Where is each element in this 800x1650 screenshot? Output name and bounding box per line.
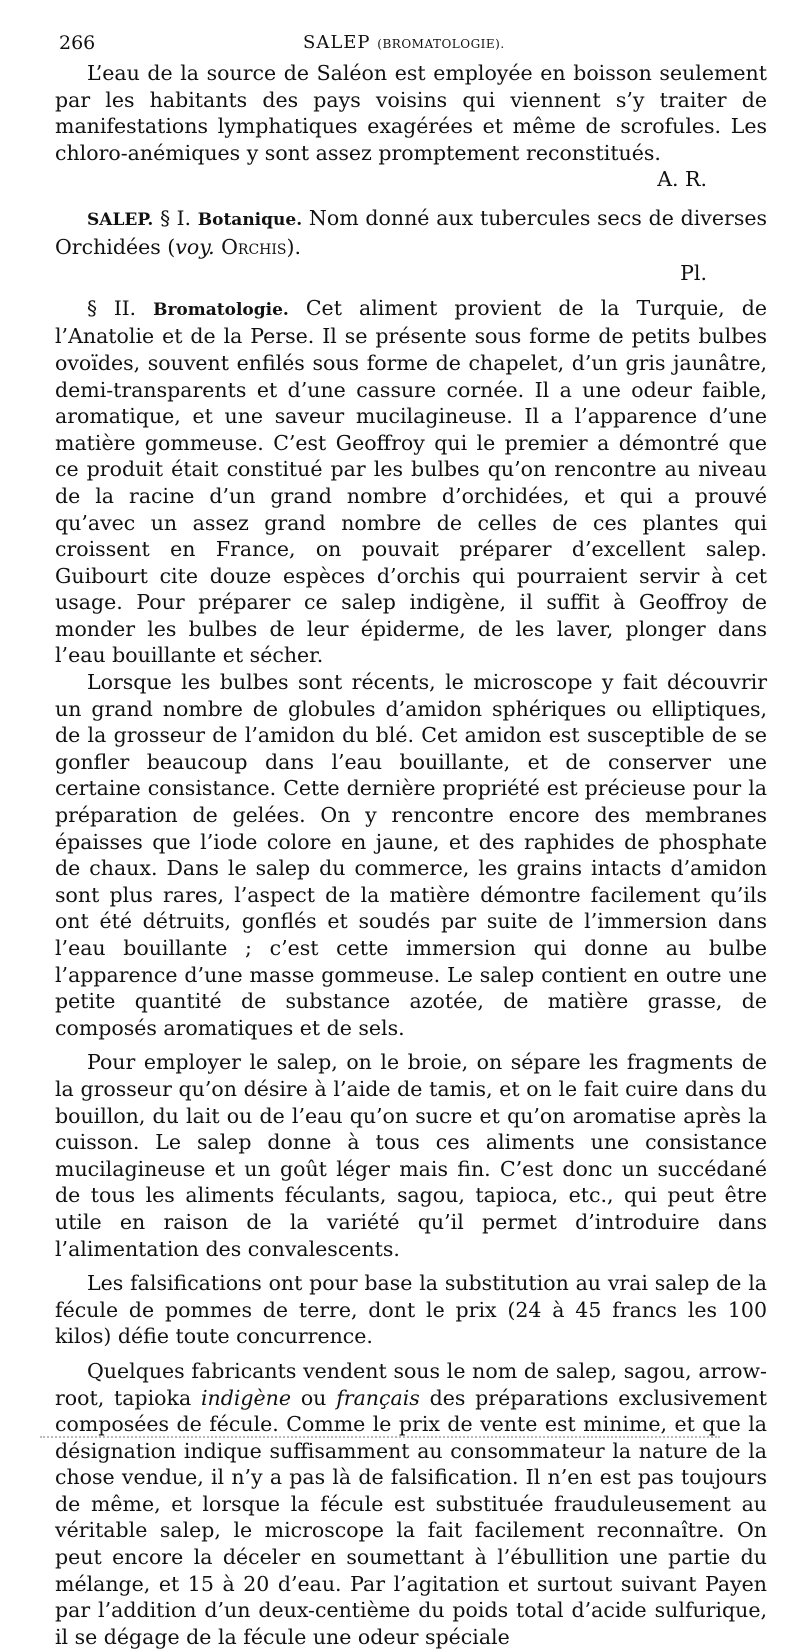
entry-section-1 — [55, 205, 767, 260]
fabricants-ou: ou — [291, 1385, 337, 1410]
page-bottom-rule — [40, 1436, 720, 1440]
entry-section-2 — [55, 295, 767, 669]
spacer — [55, 1262, 767, 1270]
document-page — [55, 26, 767, 1650]
section-1-mark: § I. — [160, 205, 191, 230]
section-1-text-b: ). — [286, 234, 302, 259]
entry-term: SALEP. — [87, 209, 154, 230]
paragraph-microscope: Lorsque les bulbes sont récents, le microscope y fait découvrir un grand nombre de globules d’amidon sphériques ou elliptiques, de la grosseur de l’amidon du blé. Cet amidon est susceptible de se gonfler beaucoup dans l’eau bouillante, et de conserver une certaine consistance. Cette dernière propriété est précieuse pour la préparation de gelées. On y rencontre encore des membranes épaisses que l’iode colore en jaune, et des raphides de phosphate de chaux. Dans le salep du commerce, les grains intacts d’amidon sont plus rares, l’aspect de la matière démontre facilement qu’ils ont été détruits, gonflés et soudés par suite de l’immersion dans l’eau bouillante ; c’est cette immersion qui donne au bulbe l’apparence d’une masse gommeuse. Le salep contient en outre une petite quantité de substance azotée, de matière grasse, de composés aromatiques et de sels. — [55, 670, 767, 1040]
fabricants-francais: français — [336, 1385, 420, 1410]
fabricants-text-b: des préparations exclusivement composées de fécule. Comme le prix de vente est minime, et que la désignation indique suffisamment au consommateur la nature de la chose vendue, il n’y a pas là de falsification. Il n’en est pas toujours de même, et lorsque la fécule est substituée frauduleusement au véritable salep, le microscope la fait facilement reconnaître. On peut encore la déceler en soumettant à l’ébullition une partie du mélange, et 15 à 20 d’eau. Par l’agitation et surtout suivant Payen par l’addition d’un deux-centième du poids total d’acide sulfurique, il se dégage de la fécule une odeur spéciale — [55, 1385, 767, 1649]
section-2-text: Cet aliment provient de la Turquie, de l’Anatolie et de la Perse. Il se présente sous forme de petits bulbes ovoïdes, souvent enfilés sous forme de chapelet, d’un gris jaunâtre, demi-transparents et d’une cassure cornée. Il a une odeur faible, aromatique, et une saveur mucilagineuse. Il a l’apparence d’une matière gommeuse. C’est Geoffroy qui le premier a démontré que ce produit était constitué par les bulbes qu’on rencontre au niveau de la racine d’un grand nombre d’orchidées, et qui a prouvé qu’avec un assez grand nombre de celles de ces plantes qui croissent en France, on pouvait préparer d’excellent salep. Guibourt cite douze espèces d’orchis qui pourraient servir à cet usage. Pour préparer ce salep indigène, il suffit à Geoffroy de monder les bulbes de leur épiderme, de les laver, plonger dans l’eau bouillante et sécher. — [55, 295, 767, 668]
spacer — [55, 193, 767, 205]
paragraph-fabricants — [55, 1358, 767, 1650]
section-1-heading: Botanique. — [197, 209, 303, 230]
spacer — [55, 1041, 767, 1049]
running-title-sub: (BROMATOLOGIE). — [377, 37, 505, 51]
section-1-voy: voy. — [175, 234, 215, 259]
paragraph-usage: Pour employer le salep, on le broie, on sépare les fragments de la grosseur qu’on désire à l’aide de tamis, et on le fait cuire dans du bouillon, du lait ou de l’eau qu’on sucre et qu’on aromatise après la cuisson. Le salep donne à tous ces aliments une consistance mucilagineuse et un goût léger mais fin. C’est donc un succédané de tous les aliments féculants, sagou, tapioca, etc., qui peut être utile en raison de la variété qu’il permet d’introduire dans l’alimentation des convalescents. — [55, 1050, 767, 1261]
section-1-cross-ref: Orchis — [221, 234, 287, 259]
paragraph-falsifications: Les falsifications ont pour base la substitution au vrai salep de la fécule de pommes de terre, dont le prix (24 à 45 francs les 100 kilos) défie toute concurrence. — [55, 1271, 767, 1349]
page-number: 266 — [59, 32, 96, 54]
running-title-main: SALEP — [303, 32, 371, 53]
section-1-signature: Pl. — [680, 261, 707, 286]
intro-signature: A. R. — [657, 167, 707, 192]
running-title — [303, 30, 505, 58]
spacer — [55, 1350, 767, 1358]
spacer — [55, 287, 767, 295]
running-header — [55, 26, 767, 60]
section-2-mark: § II. — [87, 295, 137, 320]
intro-paragraph: L’eau de la source de Saléon est employée en boisson seulement par les habitants des pays voisins qui viennent s’y traiter de manifestations lymphatiques exagérées et même de scrofules. Les chloro-anémiques y sont assez promptement reconstitués. — [55, 61, 767, 165]
fabricants-text-a: Quelques fabricants vendent sous le nom de salep, sagou, arrow-root, tapioka — [55, 1358, 767, 1410]
section-1-text-a: Nom donné aux tubercules secs de diverses Orchidées ( — [55, 205, 767, 259]
section-2-heading: Bromatologie. — [153, 299, 289, 320]
fabricants-indigene: indigène — [200, 1385, 292, 1410]
